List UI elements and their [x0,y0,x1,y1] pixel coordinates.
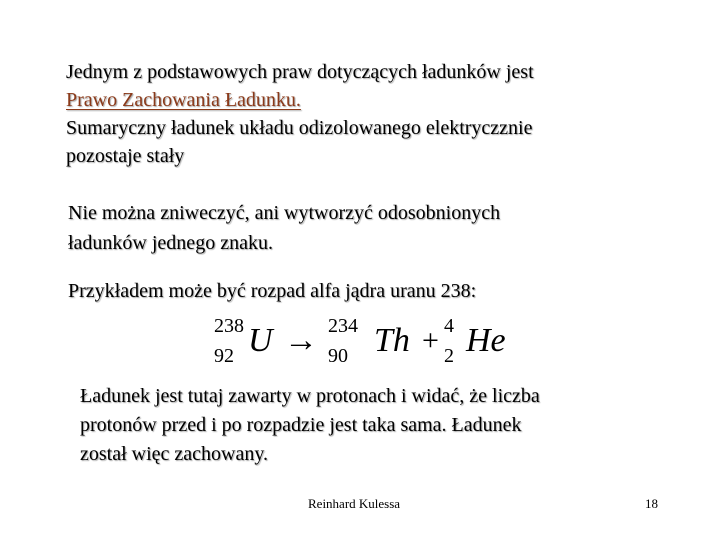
footer-author: Reinhard Kulessa [308,496,401,511]
thorium-symbol: Th [374,322,410,359]
decay-equation [210,312,530,372]
uranium-mass-number: 238 [214,315,244,337]
fourth-paragraph [80,382,540,469]
intro-paragraph [66,58,686,170]
second-paragraph [68,198,668,258]
fourth-line-1: Ładunek jest tutaj zawarty w protonach i widać, że liczba [80,385,540,407]
plus-sign: + [422,324,439,357]
reaction-arrow: → [284,322,318,359]
intro-line-3: Sumaryczny ładunek układu odizolowanego elektryczznie [66,117,533,139]
helium-mass-number: 4 [444,315,454,337]
fourth-line-3: został więc zachowany. [80,443,269,465]
thorium-mass-number: 234 [328,315,358,337]
thorium-atomic-number: 90 [328,345,348,367]
fourth-line-2: protonów przed i po rozpadzie jest taka sama. Ładunek [80,414,522,436]
uranium-atomic-number: 92 [214,345,234,367]
intro-line-4: pozostaje stały [66,145,185,167]
page-number: 18 [645,496,658,511]
intro-line-1: Jednym z podstawowych praw dotyczących ładunków jest [66,61,534,83]
helium-symbol: He [466,322,506,359]
law-name: Prawo Zachowania Ładunku. [66,89,301,111]
third-paragraph [68,276,476,306]
second-line-2: ładunków jednego znaku. [68,232,273,254]
uranium-symbol: U [248,322,273,359]
helium-atomic-number: 2 [444,345,454,367]
third-line-1: Przykładem może być rozpad alfa jądra uranu 238: [68,280,477,302]
second-line-1: Nie można zniweczyć, ani wytworzyć odosobnionych [68,202,501,224]
